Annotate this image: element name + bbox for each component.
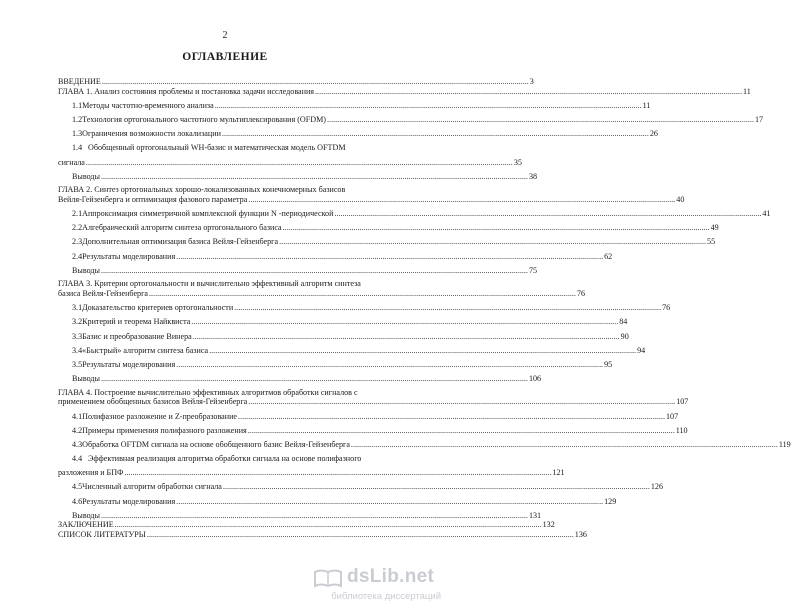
- toc-text: Вейля-Гейзенберга и оптимизация фазового параметра: [58, 194, 248, 204]
- toc-page: 84: [619, 317, 628, 327]
- toc-entry: [58, 171, 538, 182]
- toc-page: 76: [662, 303, 671, 313]
- toc-leader-dots: [315, 87, 742, 97]
- toc-line: [58, 397, 689, 407]
- toc-page: 106: [528, 374, 542, 384]
- toc-entry: [58, 100, 651, 111]
- toc-entry: [58, 279, 586, 299]
- toc-leader-dots: [351, 440, 778, 450]
- toc-page: 62: [604, 251, 613, 261]
- toc-entry: [58, 439, 791, 450]
- toc-number: 1.4: [72, 143, 83, 153]
- toc-text: Базис и преобразование Винера: [82, 331, 192, 341]
- toc-number: 4.2: [72, 425, 83, 435]
- toc-text: Методы частотно-временного анализа: [82, 100, 214, 110]
- toc-entry: [58, 237, 716, 247]
- toc-entry: [58, 345, 646, 356]
- toc-text: Выводы: [72, 171, 100, 181]
- toc-page: 11: [642, 100, 651, 110]
- toc-line: [58, 143, 413, 153]
- toc-entry: [58, 143, 522, 167]
- watermark: [311, 566, 441, 606]
- toc-line: [58, 100, 651, 111]
- toc-page: 107: [665, 411, 679, 421]
- toc-line: [58, 331, 629, 342]
- toc-line: [58, 425, 688, 436]
- toc-line: [58, 374, 542, 384]
- toc-text: разложения и БПФ: [58, 468, 124, 478]
- table-of-contents: [58, 77, 791, 540]
- toc-text: применением обобщенных базисов Вейля-Гейзенберга: [58, 397, 248, 407]
- toc-leader-dots: [327, 115, 754, 125]
- toc-line: [58, 496, 617, 507]
- toc-leader-dots: [101, 374, 528, 384]
- toc-line: [58, 468, 565, 478]
- toc-page: 121: [552, 468, 565, 478]
- toc-entry: [58, 374, 542, 384]
- toc-entry: [58, 359, 613, 370]
- toc-text: Алгебраический алгоритм синтеза ортогонального базиса: [82, 223, 282, 233]
- toc-page: 132: [542, 520, 555, 530]
- toc-page: 35: [513, 157, 522, 167]
- toc-text: «Быстрый» алгоритм синтеза базиса: [82, 345, 209, 355]
- toc-number: 4.1: [72, 411, 83, 421]
- toc-page: 26: [649, 129, 658, 139]
- toc-page: 49: [710, 223, 719, 233]
- toc-leader-dots: [248, 195, 675, 205]
- toc-line: [58, 317, 628, 327]
- toc-line: [58, 303, 671, 313]
- toc-line: [58, 114, 764, 125]
- toc-line: [58, 237, 716, 247]
- toc-page: 126: [650, 482, 663, 492]
- toc-text: Выводы: [72, 510, 100, 520]
- toc-page: 95: [604, 359, 613, 369]
- toc-leader-dots: [176, 360, 603, 370]
- toc-line: [58, 454, 413, 464]
- toc-text: Критерий и теорема Найквиста: [82, 317, 191, 327]
- toc-entry: [58, 77, 534, 87]
- page-title: ОГЛАВЛЕНИЕ: [182, 51, 268, 63]
- toc-entry: [58, 303, 671, 313]
- toc-leader-dots: [124, 468, 551, 478]
- toc-text: ЗАКЛЮЧЕНИЕ: [58, 520, 114, 530]
- toc-line: [58, 510, 542, 521]
- toc-text: Выводы: [72, 374, 100, 384]
- toc-text: ГЛАВА 4. Построение вычислительно эффективных алгоритмов обработки сигналов с: [58, 387, 358, 397]
- toc-entry: [58, 425, 688, 436]
- book-icon: [313, 568, 343, 588]
- toc-text: Доказательство критериев ортогональности: [82, 303, 234, 313]
- toc-entry: [58, 482, 663, 492]
- toc-text: Численный алгоритм обработки сигнала: [82, 482, 222, 492]
- toc-leader-dots: [209, 346, 636, 356]
- toc-line: [58, 251, 613, 262]
- toc-text: ГЛАВА 3. Критерии ортогональности и вычислительно эффективный алгоритм синтеза: [58, 279, 361, 289]
- toc-leader-dots: [101, 511, 528, 521]
- toc-entry: [58, 209, 771, 219]
- toc-line: [58, 223, 719, 233]
- toc-number: 2.1: [72, 209, 83, 219]
- toc-entry: [58, 387, 689, 407]
- toc-leader-dots: [223, 482, 650, 492]
- toc-leader-dots: [101, 172, 528, 182]
- toc-entry: [58, 454, 565, 478]
- toc-text: СПИСОК ЛИТЕРАТУРЫ: [58, 530, 146, 540]
- toc-line: [58, 279, 413, 289]
- toc-entry: [58, 510, 542, 521]
- toc-line: [58, 482, 663, 492]
- toc-line: [58, 194, 685, 205]
- toc-number: 1.3: [72, 129, 83, 139]
- toc-line: [58, 171, 538, 182]
- toc-line: [58, 77, 534, 87]
- toc-page: 3: [529, 77, 534, 86]
- toc-text: Примеры применения полифазного разложения: [82, 425, 247, 435]
- toc-line: [58, 345, 646, 356]
- toc-text: Обработка OFTDM сигнала на основе обобщенного базис Вейля-Гейзенберга: [82, 439, 350, 449]
- toc-leader-dots: [193, 332, 620, 342]
- toc-number: 3.2: [72, 317, 83, 327]
- toc-number: 4.4: [72, 454, 83, 464]
- toc-leader-dots: [238, 412, 665, 422]
- toc-text: Полифазное разложение и Z-преобразование: [82, 411, 238, 421]
- toc-line: [58, 520, 555, 530]
- toc-leader-dots: [176, 252, 603, 262]
- toc-number: 3.5: [72, 359, 83, 369]
- toc-page: 136: [574, 530, 587, 540]
- toc-number: 4.5: [72, 482, 83, 492]
- toc-leader-dots: [215, 101, 642, 111]
- toc-leader-dots: [334, 209, 761, 219]
- toc-page: 40: [676, 194, 685, 204]
- toc-page: 76: [576, 289, 586, 299]
- toc-leader-dots: [101, 266, 528, 276]
- toc-leader-dots: [102, 77, 529, 87]
- toc-text: Ограничения возможности локализации: [82, 129, 221, 139]
- toc-leader-dots: [222, 129, 649, 139]
- toc-line: [58, 265, 538, 276]
- toc-entry: [58, 251, 613, 262]
- toc-number: 3.1: [72, 303, 83, 313]
- toc-text: Результаты моделирования: [82, 359, 176, 369]
- toc-page: 90: [620, 331, 629, 341]
- toc-leader-dots: [147, 530, 574, 540]
- toc-leader-dots: [234, 303, 661, 313]
- toc-number: 2.4: [72, 251, 83, 261]
- toc-line: [58, 129, 658, 139]
- toc-page: 110: [675, 425, 688, 435]
- toc-line: [58, 157, 522, 168]
- toc-entry: [58, 520, 555, 530]
- toc-leader-dots: [279, 237, 706, 247]
- toc-page: 17: [754, 114, 764, 124]
- toc-page: 38: [528, 171, 538, 181]
- toc-text: Эффективная реализация алгоритма обработки сигнала на основе полифазного: [88, 454, 362, 464]
- toc-page: 119: [778, 439, 791, 449]
- toc-entry: [58, 530, 587, 540]
- toc-number: 1.1: [72, 100, 83, 110]
- page-number: 2: [222, 30, 228, 41]
- toc-number: 2.2: [72, 223, 83, 233]
- toc-number: 2.3: [72, 237, 83, 247]
- toc-text: Выводы: [72, 265, 100, 275]
- toc-line: [58, 185, 413, 195]
- toc-text: Результаты моделирования: [82, 496, 176, 506]
- toc-number: 4.3: [72, 439, 83, 449]
- toc-number: 3.3: [72, 331, 83, 341]
- toc-line: [58, 411, 679, 422]
- toc-text: ГЛАВА 2. Синтез ортогональных хорошо-локализованных конечномерных базисов: [58, 185, 346, 195]
- toc-page: 131: [528, 510, 542, 520]
- toc-leader-dots: [283, 223, 710, 233]
- toc-entry: [58, 411, 679, 422]
- toc-entry: [58, 317, 628, 327]
- toc-page: 94: [637, 345, 646, 355]
- toc-line: [58, 530, 587, 540]
- toc-page: 75: [528, 265, 538, 275]
- toc-page: 107: [676, 397, 689, 407]
- toc-text: ВВЕДЕНИЕ: [58, 77, 101, 86]
- toc-leader-dots: [86, 158, 513, 168]
- toc-leader-dots: [149, 289, 576, 299]
- toc-number: 3.4: [72, 345, 83, 355]
- toc-page: 129: [604, 496, 617, 506]
- watermark-subtitle: библиотека диссертаций: [331, 591, 441, 602]
- toc-text: Технология ортогонального частотного мультиплексирования (OFDM): [82, 114, 327, 124]
- toc-line: [58, 359, 613, 370]
- toc-page: 41: [762, 209, 771, 219]
- toc-page: 55: [707, 237, 716, 247]
- toc-entry: [58, 86, 751, 97]
- toc-text: базиса Вейля-Гейзенберга: [58, 289, 148, 299]
- toc-leader-dots: [248, 426, 675, 436]
- toc-number: 1.2: [72, 114, 83, 124]
- toc-text: Обобщенный ортогональный WH-базис и математическая модель OFTDM: [88, 143, 346, 153]
- toc-page: 11: [742, 86, 751, 96]
- toc-text: Аппроксимация симметричной комплексной функции N -периодической: [82, 209, 334, 219]
- toc-line: [58, 289, 586, 299]
- toc-line: [58, 209, 771, 219]
- toc-line: [58, 388, 413, 398]
- toc-text: Дополнительная оптимизация базиса Вейля-Гейзенберга: [82, 237, 279, 247]
- toc-text: ГЛАВА 1. Анализ состояния проблемы и постановка задачи исследования: [58, 86, 315, 96]
- toc-entry: [58, 223, 719, 233]
- toc-entry: [58, 114, 764, 125]
- toc-text: сигнала: [58, 157, 85, 167]
- toc-entry: [58, 129, 658, 139]
- toc-text: Результаты моделирования: [82, 251, 176, 261]
- toc-entry: [58, 185, 685, 204]
- toc-line: [58, 86, 751, 97]
- toc-entry: [58, 496, 617, 507]
- toc-line: [58, 439, 791, 450]
- toc-leader-dots: [176, 497, 603, 507]
- toc-number: 4.6: [72, 496, 83, 506]
- toc-leader-dots: [191, 317, 618, 327]
- toc-entry: [58, 331, 629, 342]
- toc-entry: [58, 265, 538, 276]
- toc-leader-dots: [115, 520, 542, 530]
- toc-leader-dots: [248, 397, 675, 407]
- watermark-logo: dsLib.net: [347, 566, 435, 587]
